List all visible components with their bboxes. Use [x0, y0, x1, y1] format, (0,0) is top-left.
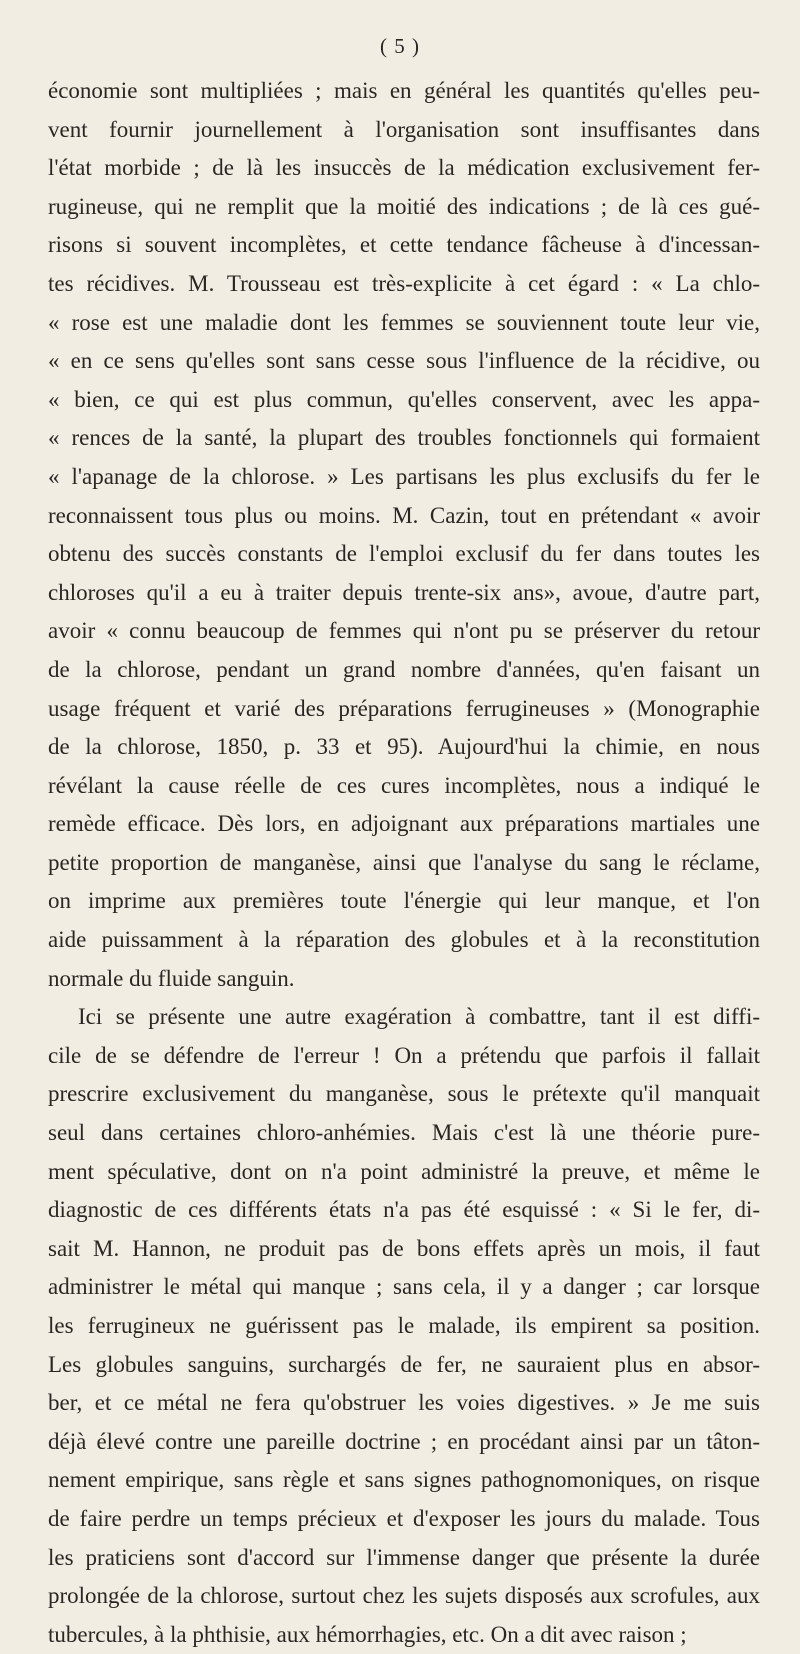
text-line: on imprime aux premières toute l'énergie qui leur manque, et l'on	[48, 888, 760, 914]
text-line: usage fréquent et varié des préparations ferrugineuses » (Monographie	[48, 695, 760, 721]
text-line: reconnaissent tous plus ou moins. M. Cazin, tout en prétendant « avoir	[48, 502, 760, 528]
text-line: prescrire exclusivement du manganèse, sous le prétexte qu'il manquait	[48, 1081, 760, 1107]
text-line: prolongée de la chlorose, surtout chez les sujets disposés aux scrofules, aux	[48, 1583, 760, 1609]
text-line: cile de se défendre de l'erreur ! On a prétendu que parfois il fallait	[48, 1042, 760, 1068]
text-line: Les globules sanguins, surchargés de fer, ne sauraient plus en absor-	[48, 1351, 760, 1377]
text-line: « l'apanage de la chlorose. » Les partisans les plus exclusifs du fer le	[48, 463, 760, 489]
text-line: « en ce sens qu'elles sont sans cesse sous l'influence de la récidive, ou	[48, 348, 760, 374]
text-line: diagnostic de ces différents états n'a pas été esquissé : « Si le fer, di-	[48, 1197, 760, 1223]
text-line: obtenu des succès constants de l'emploi exclusif du fer dans toutes les	[48, 541, 760, 567]
text-line: de faire perdre un temps précieux et d'exposer les jours du malade. Tous	[48, 1505, 760, 1531]
paragraph-1	[48, 72, 760, 998]
text-line: ment spéculative, dont on n'a point administré la preuve, et même le	[48, 1158, 760, 1184]
text-line: rugineuse, qui ne remplit que la moitié des indications ; de là ces gué-	[48, 193, 760, 219]
text-line: l'état morbide ; de là les insuccès de la médication exclusivement fer-	[48, 155, 760, 181]
text-line: aide puissamment à la réparation des globules et à la reconstitution	[48, 927, 760, 953]
text-line: économie sont multipliées ; mais en général les quantités qu'elles peu-	[48, 78, 760, 103]
paragraph-2	[48, 998, 760, 1654]
text-line: normale du fluide sanguin.	[48, 965, 295, 991]
text-line: de la chlorose, pendant un grand nombre d'années, qu'en faisant un	[48, 656, 760, 682]
text-line: seul dans certaines chloro-anhémies. Mais c'est là une théorie pure-	[48, 1120, 760, 1146]
text-line: « bien, ce qui est plus commun, qu'elles conservent, avec les appa-	[48, 386, 760, 412]
text-line: déjà élevé contre une pareille doctrine ; en procédant ainsi par un tâton-	[48, 1428, 760, 1454]
text-line: tes récidives. M. Trousseau est très-explicite à cet égard : « La chlo-	[48, 270, 760, 296]
text-line: remède efficace. Dès lors, en adjoignant aux préparations martiales une	[48, 811, 760, 837]
text-line: les praticiens sont d'accord sur l'immense danger que présente la durée	[48, 1544, 760, 1570]
text-line: avoir « connu beaucoup de femmes qui n'ont pu se préserver du retour	[48, 618, 760, 644]
text-line: révélant la cause réelle de ces cures incomplètes, nous a indiqué le	[48, 772, 760, 798]
text-line: sait M. Hannon, ne produit pas de bons effets après un mois, il faut	[48, 1235, 760, 1261]
text-line: de la chlorose, 1850, p. 33 et 95). Aujourd'hui la chimie, en nous	[48, 734, 760, 760]
text-line: « rences de la santé, la plupart des troubles fonctionnels qui formaient	[48, 425, 760, 451]
text-line: « rose est une maladie dont les femmes se souviennent toute leur vie,	[48, 309, 760, 335]
text-line: les ferrugineux ne guérissent pas le malade, ils empirent sa position.	[48, 1313, 760, 1338]
text-line: administrer le métal qui manque ; sans cela, il y a danger ; car lorsque	[48, 1274, 760, 1300]
text-line: petite proportion de manganèse, ainsi que l'analyse du sang le réclame,	[48, 849, 760, 875]
page-number: ( 5 )	[380, 34, 420, 58]
text-line: tubercules, à la phthisie, aux hémorrhagies, etc. On a dit avec raison ;	[48, 1621, 687, 1647]
text-line: risons si souvent incomplètes, et cette tendance fâcheuse à d'incessan-	[48, 232, 760, 258]
text-line: vent fournir journellement à l'organisation sont insuffisantes dans	[48, 116, 760, 142]
text-line: nement empirique, sans règle et sans signes pathognomoniques, on risque	[48, 1467, 760, 1493]
text-line: chloroses qu'il a eu à traiter depuis trente-six ans», avoue, d'autre part,	[48, 579, 760, 605]
text-line: ber, et ce métal ne fera qu'obstruer les voies digestives. » Je me suis	[48, 1390, 760, 1416]
text-line: Ici se présente une autre exagération à combattre, tant il est diffi-	[78, 1004, 760, 1030]
